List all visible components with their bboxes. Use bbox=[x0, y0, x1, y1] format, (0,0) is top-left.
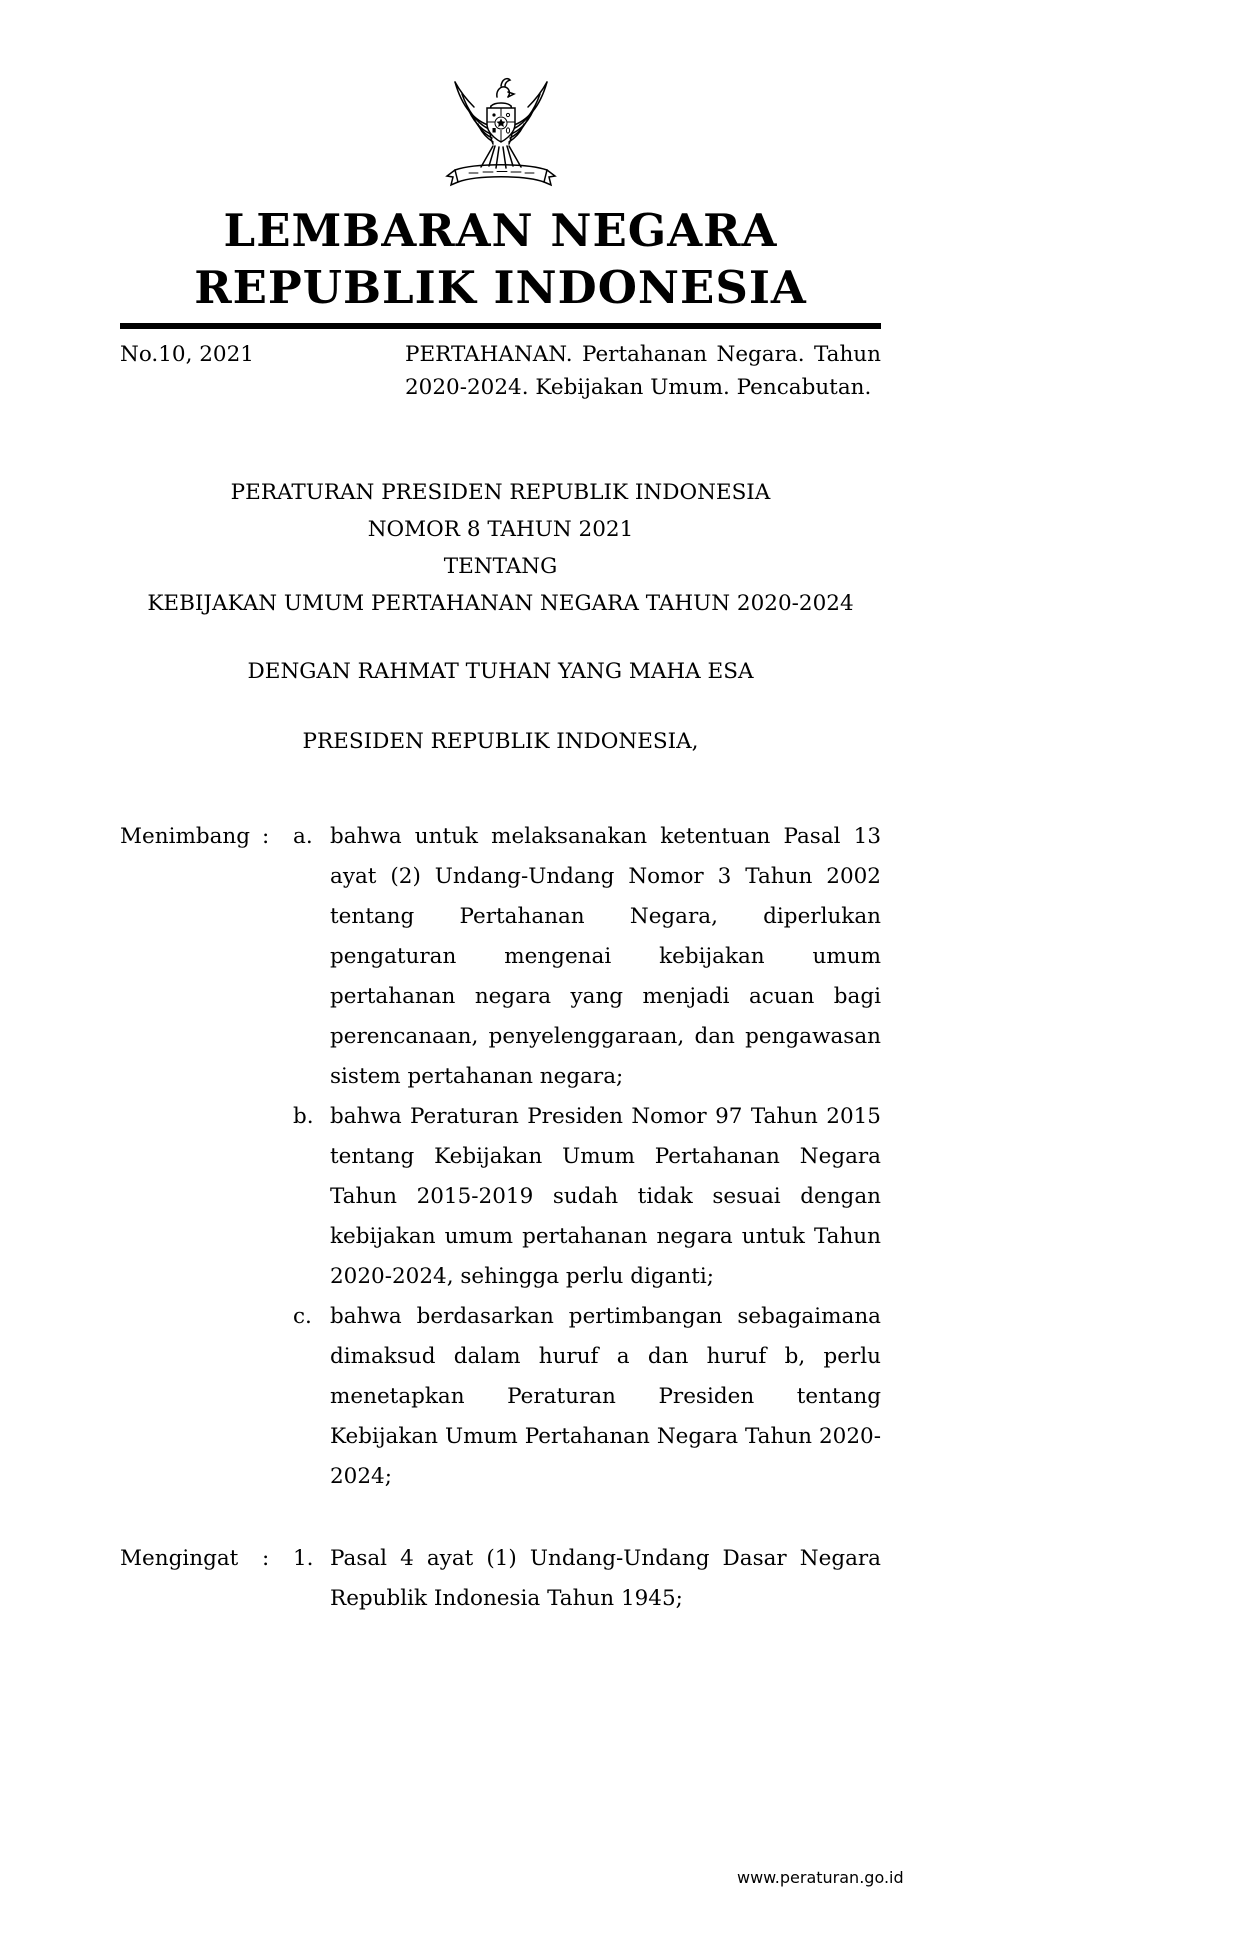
regulation-heading bbox=[120, 474, 881, 622]
considering-item-c bbox=[293, 1297, 881, 1497]
remembering-item-1 bbox=[293, 1539, 881, 1619]
item-marker: 1. bbox=[293, 1546, 314, 1571]
masthead-title-line2: REPUBLIK INDONESIA bbox=[194, 261, 807, 314]
item-marker: a. bbox=[293, 824, 313, 849]
regulation-number-line: NOMOR 8 TAHUN 2021 bbox=[367, 517, 634, 542]
item-text: bahwa untuk melaksanakan ketentuan Pasal 13 ayat (2) Undang-Undang Nomor 3 Tahun 2002 tentang Pertahanan Negara, diperlukan pengaturan mengenai kebijakan umum pertahanan negara yang menjadi acuan bagi perencanaan, penyelenggaraan, dan pengawasan sistem pertahanan negara; bbox=[330, 824, 881, 1089]
item-text: bahwa Peraturan Presiden Nomor 97 Tahun 2015 tentang Kebijakan Umum Pertahanan Negara Tahun 2015-2019 sudah tidak sesuai dengan kebijakan umum pertahanan negara untuk Tahun 2020-2024, sehingga perlu diganti; bbox=[330, 1104, 881, 1289]
subject-abstract-line: PERTAHANAN. Pertahanan Negara. Tahun 2020-2024. Kebijakan Umum. Pencabutan. bbox=[405, 342, 881, 400]
considering-colon: : bbox=[262, 824, 270, 849]
footer-watermark: www.peraturan.go.id bbox=[737, 1868, 904, 1887]
regulation-type-line: PERATURAN PRESIDEN REPUBLIK INDONESIA bbox=[230, 480, 771, 505]
considering-label: Menimbang bbox=[120, 824, 251, 849]
tentang-label: TENTANG bbox=[443, 554, 558, 579]
invocation-line: DENGAN RAHMAT TUHAN YANG MAHA ESA bbox=[247, 659, 754, 684]
item-marker: b. bbox=[293, 1104, 314, 1129]
item-marker: c. bbox=[293, 1304, 312, 1329]
remembering-section bbox=[120, 1539, 881, 1619]
considering-item-a bbox=[293, 817, 881, 1097]
masthead-divider-rule bbox=[120, 323, 881, 329]
considering-section bbox=[120, 817, 881, 1497]
remembering-colon: : bbox=[262, 1546, 270, 1571]
item-text: bahwa berdasarkan pertimbangan sebagaimana dimaksud dalam huruf a dan huruf b, perlu menetapkan Peraturan Presiden tentang Kebijakan Umum Pertahanan Negara Tahun 2020-2024; bbox=[330, 1304, 881, 1489]
regulation-subject-line: KEBIJAKAN UMUM PERTAHANAN NEGARA TAHUN 2020-2024 bbox=[147, 591, 854, 616]
garuda-pancasila-emblem bbox=[441, 66, 561, 192]
remembering-items bbox=[293, 1539, 881, 1619]
authority-line: PRESIDEN REPUBLIK INDONESIA, bbox=[302, 729, 699, 754]
considering-items bbox=[293, 817, 881, 1497]
item-text: Pasal 4 ayat (1) Undang-Undang Dasar Negara Republik Indonesia Tahun 1945; bbox=[330, 1546, 881, 1611]
garuda-emblem-graphic bbox=[441, 66, 561, 192]
masthead-title bbox=[120, 202, 881, 316]
remembering-label: Mengingat bbox=[120, 1546, 239, 1571]
masthead-title-line1: LEMBARAN NEGARA bbox=[223, 204, 778, 257]
document-content bbox=[120, 0, 881, 1619]
issue-row bbox=[120, 338, 881, 404]
considering-item-b bbox=[293, 1097, 881, 1297]
issue-number: No.10, 2021 bbox=[120, 342, 254, 367]
